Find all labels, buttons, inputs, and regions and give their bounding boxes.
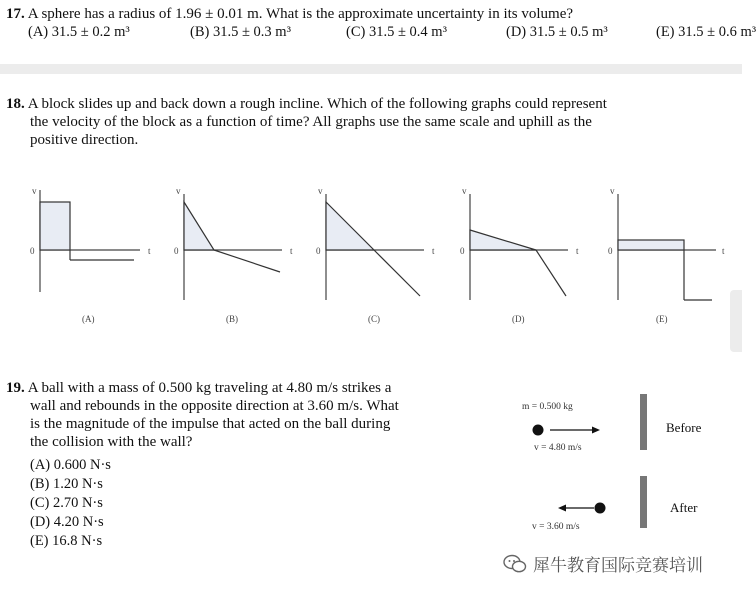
graph-d-t-label: t — [576, 246, 579, 256]
edge-bar — [730, 290, 742, 352]
graph-d-zero-label: 0 — [460, 246, 465, 256]
graph-e[interactable] — [608, 186, 725, 300]
arrow-left-icon — [558, 505, 566, 512]
watermark-text: 犀牛教育国际竞赛培训 — [533, 556, 703, 576]
v-before-label: v = 4.80 m/s — [534, 443, 582, 453]
q18-stem — [6, 96, 607, 113]
wall-before — [640, 394, 647, 450]
graph-b[interactable] — [174, 186, 293, 300]
q17-text: A sphere has a radius of 1.96 ± 0.01 m. What is the approximate uncertainty in its volume? — [27, 6, 574, 22]
after-label: After — [670, 500, 698, 515]
q18-number: 18. — [6, 96, 25, 112]
q18-graphs — [0, 180, 742, 340]
arrow-right-icon — [592, 427, 600, 434]
v-after-label: v = 3.60 m/s — [532, 522, 580, 532]
mass-label: m = 0.500 kg — [522, 402, 573, 412]
graph-a-zero-label: 0 — [30, 246, 35, 256]
graph-e-label: (E) — [656, 314, 668, 324]
graph-b-zero-label: 0 — [174, 246, 179, 256]
graph-c-v-label: v — [318, 186, 323, 196]
q17-choice-e[interactable]: (E) 31.5 ± 0.6 m³ — [656, 24, 756, 40]
q19-choice-e[interactable]: (E) 16.8 N·s — [30, 533, 103, 549]
graph-c[interactable] — [316, 186, 435, 300]
q18-line2: the velocity of the block as a function of time? All graphs use the same scale and uphill as the — [30, 114, 592, 130]
q19-line2: wall and rebounds in the opposite direction at 3.60 m/s. What — [30, 398, 399, 414]
ball-before-icon — [533, 425, 544, 436]
graph-d-v-label: v — [462, 186, 467, 196]
graph-e-v-label: v — [610, 186, 615, 196]
q18-line3: positive direction. — [30, 132, 139, 148]
q19-choice-a[interactable]: (A) 0.600 N·s — [30, 457, 111, 473]
ball-after-icon — [595, 503, 606, 514]
q18-line1: A block slides up and back down a rough incline. Which of the following graphs could represent — [27, 96, 607, 112]
wall-after — [640, 476, 647, 528]
graph-c-zero-label: 0 — [316, 246, 321, 256]
graph-b-t-label: t — [290, 246, 293, 256]
q17-number: 17. — [6, 6, 25, 22]
q19-number: 19. — [6, 380, 25, 396]
graph-c-t-label: t — [432, 246, 435, 256]
q17-choice-c[interactable]: (C) 31.5 ± 0.4 m³ — [346, 24, 447, 40]
q19-choice-d[interactable]: (D) 4.20 N·s — [30, 514, 104, 530]
graph-d[interactable] — [460, 186, 579, 300]
q19-line4: the collision with the wall? — [30, 434, 193, 450]
graph-a[interactable] — [30, 186, 151, 292]
q17-choice-d[interactable]: (D) 31.5 ± 0.5 m³ — [506, 24, 608, 40]
q19-choices — [30, 456, 111, 551]
graph-b-v-label: v — [176, 186, 181, 196]
q17-stem — [6, 6, 573, 23]
before-label: Before — [666, 420, 702, 435]
q19-choice-c[interactable]: (C) 2.70 N·s — [30, 495, 103, 511]
graph-c-label: (C) — [368, 314, 380, 324]
wechat-icon — [503, 554, 527, 574]
watermark — [503, 551, 703, 576]
graph-b-label: (B) — [226, 314, 238, 324]
q17-choice-a[interactable]: (A) 31.5 ± 0.2 m³ — [28, 24, 130, 40]
graph-a-t-label: t — [148, 246, 151, 256]
graph-e-t-label: t — [722, 246, 725, 256]
q19-line3: is the magnitude of the impulse that acted on the ball during — [30, 416, 391, 432]
graph-d-label: (D) — [512, 314, 525, 324]
q19-line1: A ball with a mass of 0.500 kg traveling at 4.80 m/s strikes a — [27, 380, 392, 396]
graph-e-zero-label: 0 — [608, 246, 613, 256]
q19-stem-line1 — [6, 380, 391, 397]
divider — [0, 64, 742, 74]
q17-choice-b[interactable]: (B) 31.5 ± 0.3 m³ — [190, 24, 291, 40]
q19-choice-b[interactable]: (B) 1.20 N·s — [30, 476, 103, 492]
graph-a-label: (A) — [82, 314, 95, 324]
graph-a-v-label: v — [32, 186, 37, 196]
